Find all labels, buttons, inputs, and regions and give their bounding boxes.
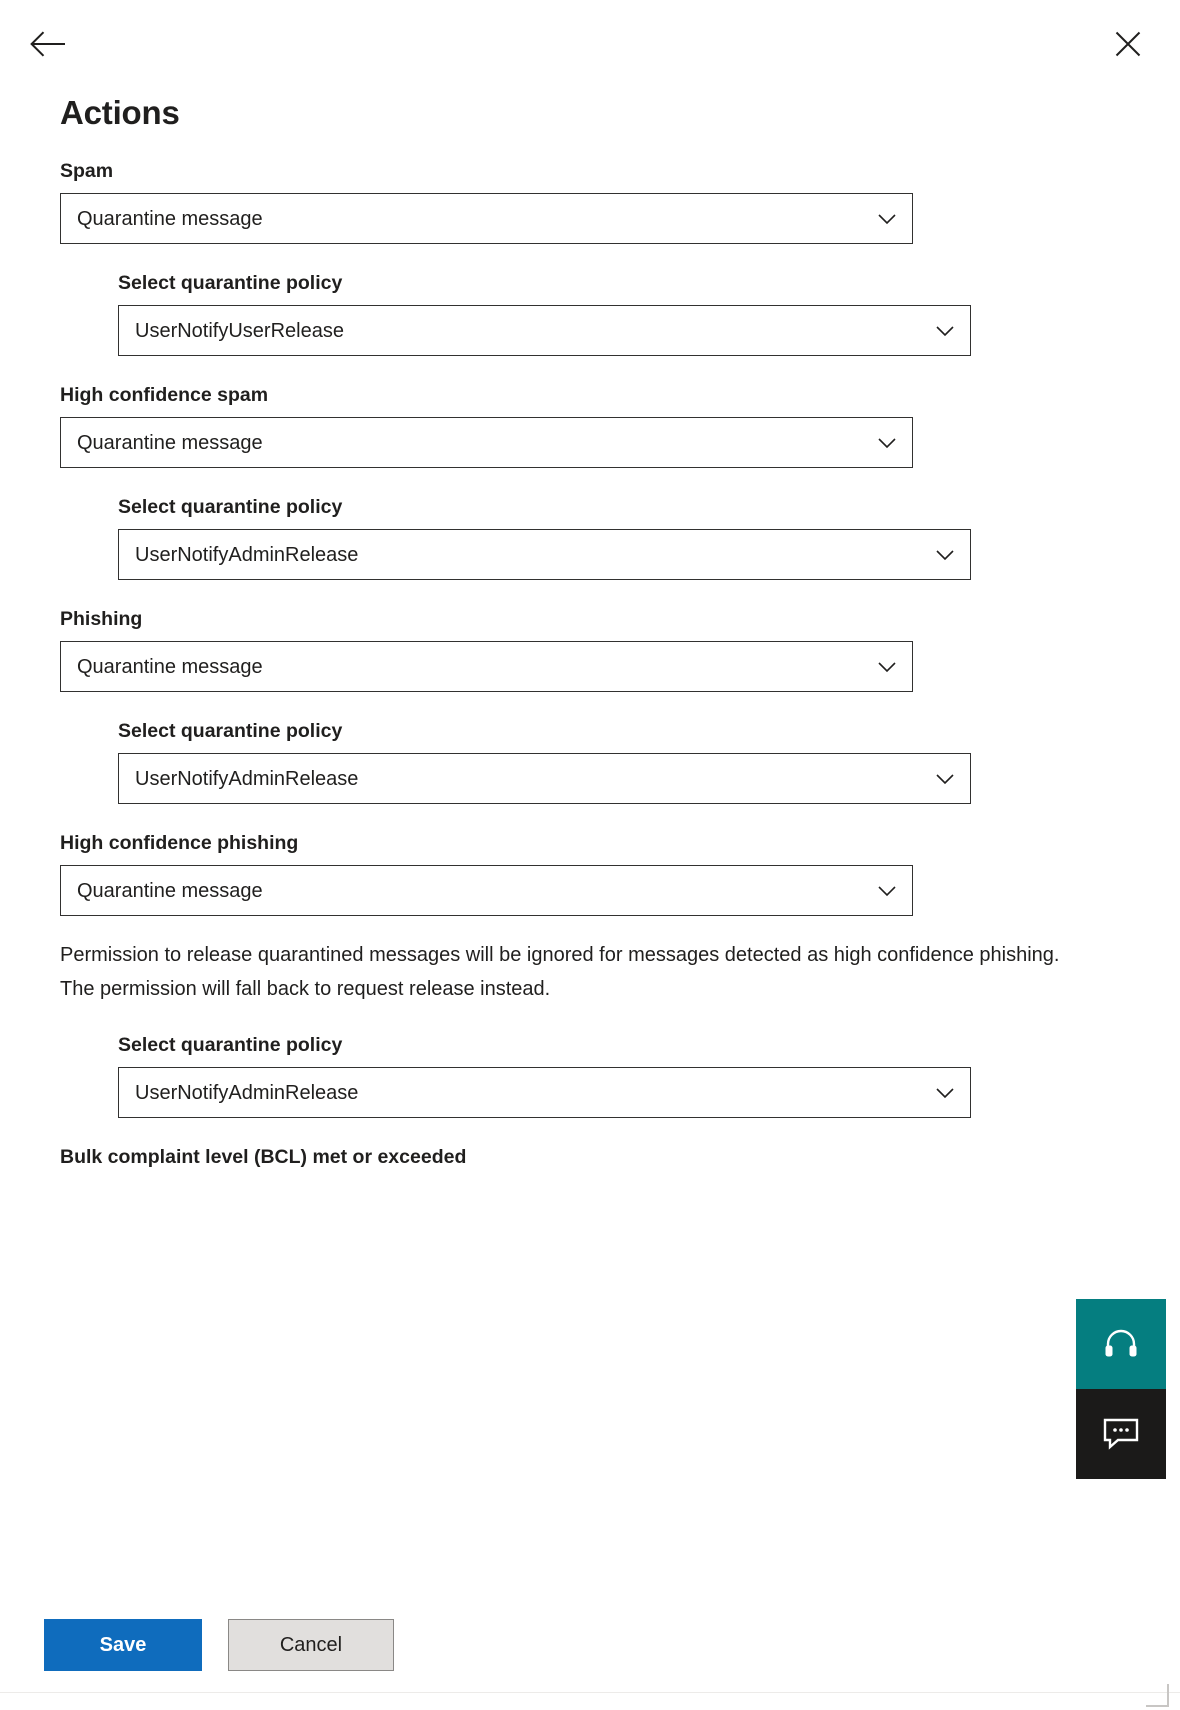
spam-policy-value: UserNotifyUserRelease xyxy=(135,319,344,342)
chevron-down-icon xyxy=(934,1082,956,1104)
section-high-confidence-phishing xyxy=(60,830,1120,1118)
support-button[interactable] xyxy=(1076,1299,1166,1389)
spam-policy-label: Select quarantine policy xyxy=(118,272,343,294)
chevron-down-icon xyxy=(934,768,956,790)
spam-label: Spam xyxy=(60,160,114,182)
chevron-down-icon xyxy=(876,208,898,230)
spam-policy-dropdown[interactable] xyxy=(118,305,971,356)
hc-phishing-policy-group xyxy=(118,1032,1120,1118)
bulk-complaint-level-label: Bulk complaint level (BCL) met or exceeded xyxy=(60,1146,467,1168)
hc-phishing-action-value: Quarantine message xyxy=(77,879,263,902)
panel-footer xyxy=(0,1598,1180,1710)
hc-phishing-action-dropdown[interactable] xyxy=(60,865,913,916)
chevron-down-icon xyxy=(934,544,956,566)
hc-phishing-policy-dropdown[interactable] xyxy=(118,1067,971,1118)
hc-phishing-policy-label: Select quarantine policy xyxy=(118,1034,343,1056)
phishing-policy-dropdown[interactable] xyxy=(118,753,971,804)
section-high-confidence-spam xyxy=(60,382,1120,580)
hc-spam-policy-group xyxy=(118,494,1120,580)
phishing-policy-label: Select quarantine policy xyxy=(118,720,343,742)
hc-spam-action-dropdown[interactable] xyxy=(60,417,913,468)
resize-handle-icon[interactable] xyxy=(1144,1682,1170,1708)
spam-action-value: Quarantine message xyxy=(77,207,263,230)
headset-icon xyxy=(1102,1325,1140,1363)
section-phishing xyxy=(60,606,1120,804)
chevron-down-icon xyxy=(876,432,898,454)
close-button[interactable] xyxy=(1102,18,1154,70)
footer-divider xyxy=(0,1692,1180,1710)
hc-phishing-policy-value: UserNotifyAdminRelease xyxy=(135,1081,359,1104)
help-widget-stack xyxy=(1076,1299,1166,1479)
hc-spam-label: High confidence spam xyxy=(60,384,269,406)
phishing-action-dropdown[interactable] xyxy=(60,641,913,692)
spam-policy-group xyxy=(118,270,1120,356)
phishing-action-value: Quarantine message xyxy=(77,655,263,678)
feedback-button[interactable] xyxy=(1076,1389,1166,1479)
spam-action-dropdown[interactable] xyxy=(60,193,913,244)
phishing-policy-value: UserNotifyAdminRelease xyxy=(135,767,359,790)
panel-header xyxy=(0,0,1180,88)
panel-content xyxy=(0,88,1180,1470)
hc-phishing-label: High confidence phishing xyxy=(60,832,299,854)
arrow-left-icon xyxy=(30,31,66,57)
section-spam xyxy=(60,158,1120,356)
page-title: Actions xyxy=(60,94,180,131)
hc-spam-action-value: Quarantine message xyxy=(77,431,263,454)
hc-spam-policy-dropdown[interactable] xyxy=(118,529,971,580)
hc-spam-policy-label: Select quarantine policy xyxy=(118,496,343,518)
phishing-label: Phishing xyxy=(60,608,143,630)
cancel-button[interactable]: Cancel xyxy=(228,1619,394,1671)
hc-spam-policy-value: UserNotifyAdminRelease xyxy=(135,543,359,566)
close-icon xyxy=(1115,31,1141,57)
chevron-down-icon xyxy=(934,320,956,342)
chevron-down-icon xyxy=(876,656,898,678)
phishing-policy-group xyxy=(118,718,1120,804)
save-button[interactable]: Save xyxy=(44,1619,202,1671)
chevron-down-icon xyxy=(876,880,898,902)
feedback-icon xyxy=(1102,1417,1140,1451)
hc-phishing-note: Permission to release quarantined messages will be ignored for messages detected as high confidence phishing. The permission will fall back to request release instead. xyxy=(60,944,1060,1000)
back-button[interactable] xyxy=(22,18,74,70)
